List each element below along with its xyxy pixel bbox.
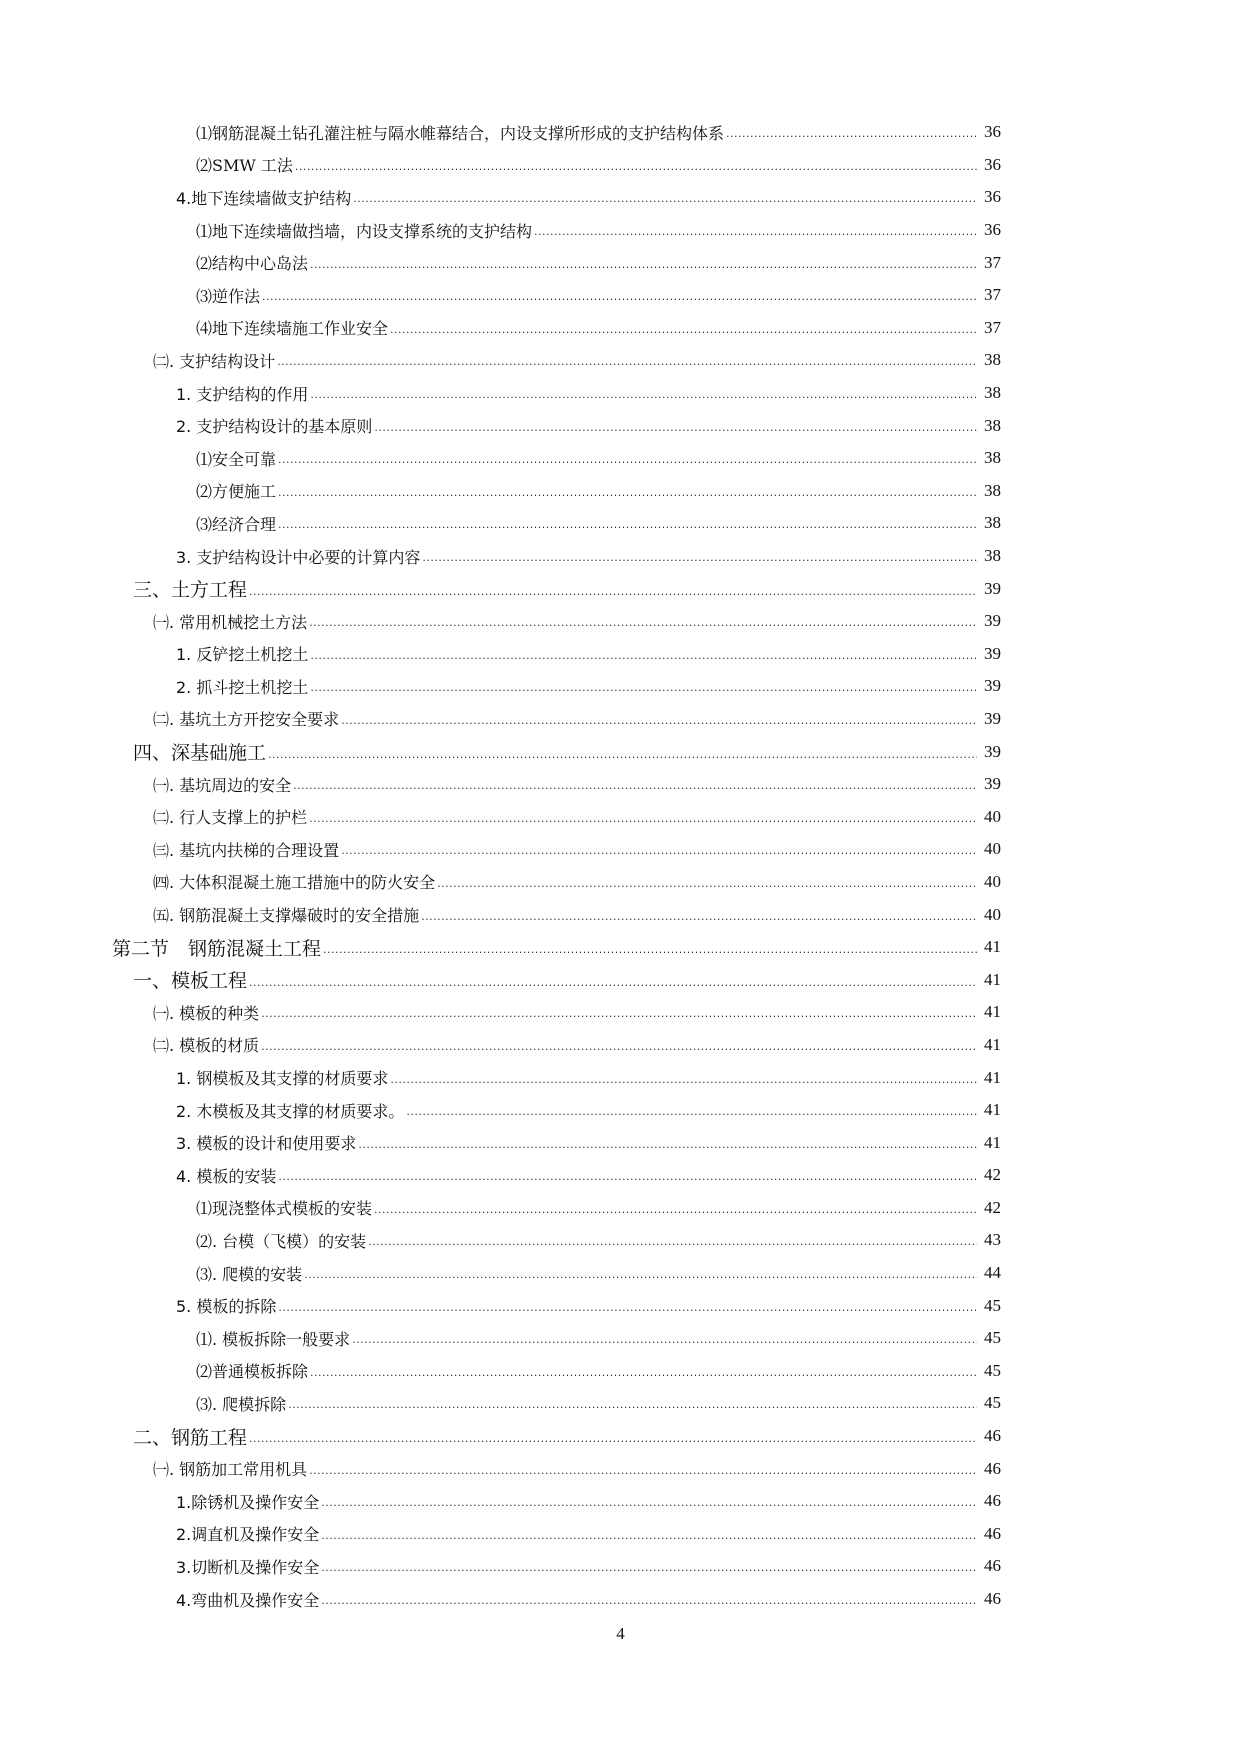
toc-entry-page-number: 36 <box>984 220 1001 240</box>
dot-leader <box>534 219 977 241</box>
toc-entry-page-number: 45 <box>984 1360 1001 1380</box>
toc-entry-page-number: 37 <box>984 252 1001 272</box>
toc-entry[interactable] <box>0 1126 1241 1159</box>
toc-entry-label: ㈢. 基坑内扶梯的合理设置 <box>153 840 340 860</box>
toc-entry-label: ⑶. 爬模拆除 <box>196 1394 287 1414</box>
dot-leader <box>323 936 977 958</box>
toc-entry-page-number: 39 <box>984 741 1001 761</box>
toc-entry[interactable] <box>0 735 1241 768</box>
toc-entry-page-number: 45 <box>984 1393 1001 1413</box>
toc-entry[interactable] <box>0 181 1241 214</box>
toc-entry-label: ⑵普通模板拆除 <box>196 1362 309 1382</box>
toc-entry[interactable] <box>0 1224 1241 1257</box>
dot-leader <box>278 512 977 534</box>
toc-entry-page-number: 38 <box>984 350 1001 370</box>
dot-leader <box>341 838 977 860</box>
toc-entry-page-number: 46 <box>984 1589 1001 1609</box>
toc-entry-label: ⑴地下连续墙做挡墙，内设支撑系统的支护结构 <box>196 221 533 241</box>
dot-leader <box>390 1067 977 1089</box>
toc-entry-page-number: 39 <box>984 708 1001 728</box>
toc-entry-page-number: 46 <box>984 1491 1001 1511</box>
toc-entry[interactable] <box>0 1355 1241 1388</box>
toc-entry-page-number: 43 <box>984 1230 1001 1250</box>
dot-leader <box>406 1099 977 1121</box>
toc-entry[interactable] <box>0 1550 1241 1583</box>
toc-entry-page-number: 39 <box>984 578 1001 598</box>
toc-entry[interactable] <box>0 1094 1241 1127</box>
toc-entry-page-number: 36 <box>984 187 1001 207</box>
toc-entry-label: 1. 支护结构的作用 <box>176 384 309 404</box>
dot-leader <box>374 415 977 437</box>
toc-entry[interactable] <box>0 800 1241 833</box>
dot-leader <box>309 610 977 632</box>
toc-entry-page-number: 39 <box>984 611 1001 631</box>
toc-entry[interactable] <box>0 833 1241 866</box>
toc-entry[interactable] <box>0 1583 1241 1616</box>
page-number: 4 <box>616 1624 625 1643</box>
toc-entry-label: ⑶. 爬模的安装 <box>196 1264 303 1284</box>
toc-entry-label: ㈡. 模板的材质 <box>153 1036 260 1056</box>
toc-entry[interactable] <box>0 1420 1241 1453</box>
toc-entry-label: ㈠. 常用机械挖土方法 <box>153 612 308 632</box>
toc-entry[interactable] <box>0 1257 1241 1290</box>
toc-entry[interactable] <box>0 931 1241 964</box>
dot-leader <box>390 317 977 339</box>
toc-entry-label: 1. 反铲挖土机挖土 <box>176 645 309 665</box>
toc-entry-label: ⑵SMW 工法 <box>196 156 293 176</box>
toc-entry-page-number: 41 <box>984 1002 1001 1022</box>
toc-entry-label: 2. 抓斗挖土机挖土 <box>176 677 309 697</box>
toc-entry-page-number: 46 <box>984 1523 1001 1543</box>
toc-entry-page-number: 40 <box>984 839 1001 859</box>
toc-entry[interactable] <box>0 1322 1241 1355</box>
toc-entry[interactable] <box>0 344 1241 377</box>
dot-leader <box>310 643 977 665</box>
toc-entry[interactable] <box>0 768 1241 801</box>
dot-leader <box>304 1262 977 1284</box>
toc-entry-page-number: 46 <box>984 1556 1001 1576</box>
toc-entry-page-number: 41 <box>984 1100 1001 1120</box>
dot-leader <box>321 1588 977 1610</box>
toc-entry-label: 四、深基础施工 <box>133 742 267 765</box>
dot-leader <box>277 349 977 371</box>
toc-entry[interactable] <box>0 638 1241 671</box>
dot-leader <box>261 1001 977 1023</box>
dot-leader <box>278 1295 977 1317</box>
dot-leader <box>437 871 977 893</box>
toc-entry[interactable] <box>0 377 1241 410</box>
toc-entry-label: 3. 支护结构设计中必要的计算内容 <box>176 547 421 567</box>
dot-leader <box>421 904 977 926</box>
toc-entry[interactable] <box>0 149 1241 182</box>
toc-entry-label: 5. 模板的拆除 <box>176 1297 277 1317</box>
dot-leader <box>249 1425 977 1447</box>
dot-leader <box>374 1197 977 1219</box>
toc-entry[interactable] <box>0 507 1241 540</box>
dot-leader <box>293 773 977 795</box>
toc-entry-page-number: 41 <box>984 1034 1001 1054</box>
dot-leader <box>295 154 977 176</box>
toc-entry-page-number: 40 <box>984 871 1001 891</box>
toc-entry[interactable] <box>0 1485 1241 1518</box>
dot-leader <box>368 1229 977 1251</box>
toc-entry-label: ⑶经济合理 <box>196 514 277 534</box>
toc-entry[interactable] <box>0 963 1241 996</box>
dot-leader <box>288 1392 977 1414</box>
toc-entry-page-number: 45 <box>984 1328 1001 1348</box>
dot-leader <box>309 806 977 828</box>
toc-entry-page-number: 37 <box>984 285 1001 305</box>
toc-entry-label: ⑵结构中心岛法 <box>196 254 309 274</box>
toc-entry[interactable] <box>0 409 1241 442</box>
toc-entry-label: ⑴. 模板拆除一般要求 <box>196 1329 351 1349</box>
toc-entry-label: 一、模板工程 <box>133 970 248 993</box>
toc-entry-label: ⑴现浇整体式模板的安装 <box>196 1199 373 1219</box>
dot-leader <box>268 741 977 763</box>
dot-leader <box>321 1555 977 1577</box>
toc-entry-page-number: 38 <box>984 480 1001 500</box>
toc-entry[interactable] <box>0 540 1241 573</box>
toc-entry[interactable] <box>0 442 1241 475</box>
toc-entry-page-number: 40 <box>984 806 1001 826</box>
toc-entry[interactable] <box>0 279 1241 312</box>
toc-entry-label: ㈠. 基坑周边的安全 <box>153 775 292 795</box>
toc-entry[interactable] <box>0 703 1241 736</box>
toc-entry[interactable] <box>0 670 1241 703</box>
toc-entry[interactable] <box>0 572 1241 605</box>
toc-entry[interactable] <box>0 1452 1241 1485</box>
dot-leader <box>353 186 977 208</box>
toc-entry-label: 2.调直机及操作安全 <box>176 1525 320 1545</box>
toc-entry-label: 第二节 钢筋混凝土工程 <box>112 937 322 960</box>
dot-leader <box>278 1164 977 1186</box>
toc-entry-label: 二、钢筋工程 <box>133 1426 248 1449</box>
toc-entry-label: ⑴安全可靠 <box>196 449 277 469</box>
toc-entry-page-number: 38 <box>984 546 1001 566</box>
toc-entry-page-number: 39 <box>984 774 1001 794</box>
toc-entry-page-number: 46 <box>984 1458 1001 1478</box>
toc-entry-page-number: 41 <box>984 969 1001 989</box>
toc-entry[interactable] <box>0 1518 1241 1551</box>
toc-entry[interactable] <box>0 475 1241 508</box>
dot-leader <box>262 284 977 306</box>
toc-entry-label: ㈠. 模板的种类 <box>153 1003 260 1023</box>
toc-entry[interactable] <box>0 866 1241 899</box>
toc-entry[interactable] <box>0 1192 1241 1225</box>
toc-entry-label: 2. 木模板及其支撑的材质要求。 <box>176 1101 405 1121</box>
toc-entry-label: 1.除锈机及操作安全 <box>176 1492 320 1512</box>
toc-entry-page-number: 38 <box>984 448 1001 468</box>
dot-leader <box>261 1034 977 1056</box>
toc-entry-page-number: 46 <box>984 1426 1001 1446</box>
toc-entry-label: 4. 模板的安装 <box>176 1166 277 1186</box>
toc-entry-page-number: 44 <box>984 1263 1001 1283</box>
toc-entry[interactable] <box>0 1387 1241 1420</box>
toc-entry-label: 4.地下连续墙做支护结构 <box>176 188 352 208</box>
toc-entry-page-number: 38 <box>984 415 1001 435</box>
dot-leader <box>352 1327 977 1349</box>
toc-entry-page-number: 37 <box>984 317 1001 337</box>
toc-entry[interactable] <box>0 214 1241 247</box>
dot-leader <box>321 1523 977 1545</box>
table-of-contents <box>0 116 1241 1615</box>
toc-entry-page-number: 41 <box>984 1067 1001 1087</box>
toc-entry[interactable] <box>0 312 1241 345</box>
toc-entry-label: ⑵方便施工 <box>196 482 277 502</box>
toc-entry-label: ⑴钢筋混凝土钻孔灌注桩与隔水帷幕结合，内设支撑所形成的支护结构体系 <box>196 123 725 143</box>
toc-entry[interactable] <box>0 996 1241 1029</box>
dot-leader <box>249 578 977 600</box>
toc-entry[interactable] <box>0 605 1241 638</box>
toc-entry-label: 1. 钢模板及其支撑的材质要求 <box>176 1069 389 1089</box>
toc-entry-label: ㈡. 支护结构设计 <box>153 351 276 371</box>
toc-entry-page-number: 40 <box>984 904 1001 924</box>
toc-entry-page-number: 42 <box>984 1197 1001 1217</box>
toc-entry-page-number: 38 <box>984 513 1001 533</box>
dot-leader <box>341 708 977 730</box>
toc-entry-label: ㈠. 钢筋加工常用机具 <box>153 1460 308 1480</box>
toc-entry-label: ⑷地下连续墙施工作业安全 <box>196 319 389 339</box>
toc-entry[interactable] <box>0 898 1241 931</box>
dot-leader <box>726 121 977 143</box>
toc-entry-page-number: 41 <box>984 937 1001 957</box>
toc-entry-label: 三、土方工程 <box>133 579 248 602</box>
dot-leader <box>310 252 977 274</box>
toc-entry-label: 3.切断机及操作安全 <box>176 1557 320 1577</box>
toc-entry-label: ㈣. 大体积混凝土施工措施中的防火安全 <box>153 873 436 893</box>
toc-entry-label: ㈡. 基坑土方开挖安全要求 <box>153 710 340 730</box>
toc-entry-label: ㈤. 钢筋混凝土支撑爆破时的安全措施 <box>153 906 420 926</box>
toc-entry[interactable] <box>0 1061 1241 1094</box>
toc-entry-page-number: 39 <box>984 676 1001 696</box>
toc-entry-label: ⑶逆作法 <box>196 286 261 306</box>
toc-entry-page-number: 38 <box>984 383 1001 403</box>
toc-entry[interactable] <box>0 1029 1241 1062</box>
dot-leader <box>309 1458 977 1480</box>
dot-leader <box>310 675 977 697</box>
toc-entry-label: ㈡. 行人支撑上的护栏 <box>153 808 308 828</box>
toc-entry[interactable] <box>0 1289 1241 1322</box>
dot-leader <box>358 1132 977 1154</box>
toc-entry-page-number: 36 <box>984 154 1001 174</box>
toc-entry[interactable] <box>0 1159 1241 1192</box>
toc-entry-page-number: 41 <box>984 1132 1001 1152</box>
dot-leader <box>321 1490 977 1512</box>
dot-leader <box>310 382 977 404</box>
toc-entry-page-number: 39 <box>984 643 1001 663</box>
dot-leader <box>310 1360 977 1382</box>
toc-entry-page-number: 36 <box>984 122 1001 142</box>
toc-entry-page-number: 42 <box>984 1165 1001 1185</box>
toc-entry-label: 2. 支护结构设计的基本原则 <box>176 417 373 437</box>
toc-entry[interactable] <box>0 246 1241 279</box>
toc-entry-page-number: 45 <box>984 1295 1001 1315</box>
dot-leader <box>278 447 977 469</box>
toc-entry-label: 4.弯曲机及操作安全 <box>176 1590 320 1610</box>
toc-entry-label: 3. 模板的设计和使用要求 <box>176 1134 357 1154</box>
toc-entry-label: ⑵. 台模（飞模）的安装 <box>196 1231 367 1251</box>
dot-leader <box>422 545 977 567</box>
toc-entry[interactable] <box>0 116 1241 149</box>
dot-leader <box>278 480 977 502</box>
dot-leader <box>249 969 977 991</box>
